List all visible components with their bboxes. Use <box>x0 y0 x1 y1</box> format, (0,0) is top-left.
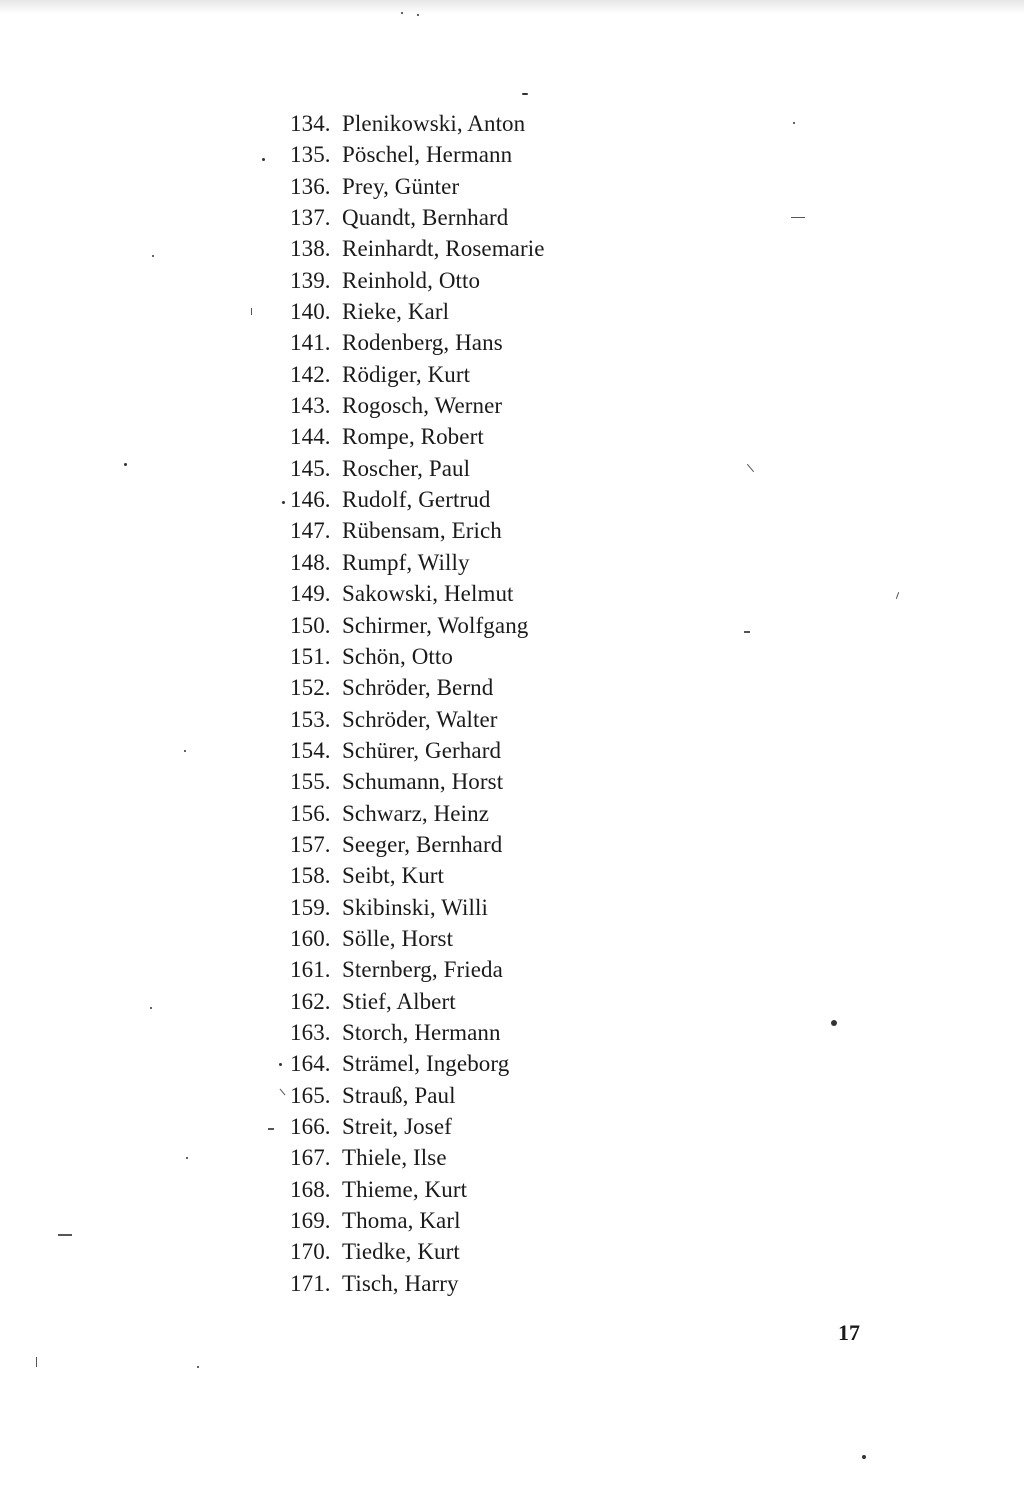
list-item <box>290 171 545 202</box>
entry-number: 143. <box>290 393 331 419</box>
entry-number: 138. <box>290 236 331 262</box>
entry-name: Sternberg, Frieda <box>342 957 503 983</box>
entry-name: Rieke, Karl <box>342 299 450 325</box>
list-item <box>290 296 545 327</box>
scan-speck <box>36 1357 37 1367</box>
entry-name: Rödiger, Kurt <box>342 361 471 387</box>
list-item <box>290 1205 545 1236</box>
entry-name: Streit, Josef <box>342 1114 452 1139</box>
entry-number: 156. <box>290 800 331 826</box>
entry-name: Strämel, Ingeborg <box>342 1051 510 1077</box>
scan-speck <box>744 631 750 633</box>
page-number: 17 <box>838 1320 860 1345</box>
entry-number: 139. <box>290 267 331 293</box>
entry-name: Roscher, Paul <box>342 455 471 481</box>
entry-number: 152. <box>290 675 331 701</box>
entry-number: 167. <box>290 1145 331 1171</box>
entry-number: 159. <box>290 894 331 920</box>
entry-number: 169. <box>290 1208 331 1234</box>
entry-name: Skibinski, Willi <box>342 894 488 920</box>
scan-speck <box>152 255 154 257</box>
entry-name: Plenikowski, Anton <box>342 111 526 136</box>
entry-name: Rudolf, Gertrud <box>342 487 491 513</box>
entry-number: 151. <box>290 643 331 669</box>
scan-speck <box>184 750 186 752</box>
list-item <box>290 139 545 170</box>
entry-number: 136. <box>290 173 331 199</box>
scan-speck <box>401 12 403 14</box>
entry-number: 140. <box>290 299 331 325</box>
list-item <box>290 108 545 139</box>
name-list <box>290 108 545 1299</box>
entry-name: Rumpf, Willy <box>342 549 470 575</box>
entry-number: 155. <box>290 769 331 795</box>
list-item <box>290 484 545 515</box>
scan-speck <box>279 1063 282 1066</box>
list-item <box>290 860 545 891</box>
entry-name: Tisch, Harry <box>342 1270 459 1296</box>
entry-name: Schwarz, Heinz <box>342 800 490 826</box>
entry-name: Thiele, Ilse <box>342 1145 447 1171</box>
entry-name: Thoma, Karl <box>342 1208 461 1234</box>
entry-number: 141. <box>290 330 331 356</box>
list-item <box>290 704 545 735</box>
list-item <box>290 1268 545 1299</box>
list-item <box>290 578 545 609</box>
entry-name: Schumann, Horst <box>342 769 504 795</box>
list-item <box>290 1236 545 1267</box>
entry-number: 171. <box>290 1270 331 1296</box>
list-item <box>290 735 545 766</box>
entry-number: 166. <box>290 1114 331 1139</box>
scan-speck <box>197 1366 199 1368</box>
entry-number: 149. <box>290 581 331 607</box>
scan-speck <box>831 1020 837 1026</box>
list-item <box>290 1174 545 1205</box>
list-item <box>290 265 545 296</box>
entry-number: 137. <box>290 205 331 231</box>
list-item <box>290 641 545 672</box>
entry-name: Reinhold, Otto <box>342 267 481 293</box>
scan-speck <box>262 158 265 161</box>
list-item <box>290 610 545 641</box>
entry-name: Stief, Albert <box>342 988 456 1014</box>
list-item <box>290 798 545 829</box>
entry-name: Schröder, Bernd <box>342 675 494 701</box>
entry-number: 162. <box>290 988 331 1014</box>
scan-speck <box>793 122 795 124</box>
entry-number: 148. <box>290 549 331 575</box>
scan-speck <box>282 501 285 504</box>
scan-edge-shadow <box>0 0 1024 14</box>
entry-number: 168. <box>290 1176 331 1202</box>
scan-speck <box>124 463 127 466</box>
scan-speck <box>791 217 805 218</box>
scan-speck <box>251 308 252 315</box>
entry-name: Tiedke, Kurt <box>342 1239 460 1265</box>
entry-name: Storch, Hermann <box>342 1019 501 1045</box>
list-item <box>290 390 545 421</box>
list-item <box>290 1048 545 1079</box>
entry-name: Schröder, Walter <box>342 706 498 732</box>
entry-number: 146. <box>290 487 331 513</box>
list-item <box>290 547 545 578</box>
list-item <box>290 672 545 703</box>
entry-number: 142. <box>290 361 331 387</box>
list-item <box>290 892 545 923</box>
entry-number: 161. <box>290 957 331 983</box>
entry-name: Rodenberg, Hans <box>342 330 503 356</box>
scan-speck <box>417 14 419 16</box>
entry-number: 144. <box>290 424 331 450</box>
entry-name: Pöschel, Hermann <box>342 142 513 168</box>
list-item <box>290 1017 545 1048</box>
list-item <box>290 954 545 985</box>
list-item <box>290 1080 545 1111</box>
entry-name: Rompe, Robert <box>342 424 484 450</box>
list-item <box>290 766 545 797</box>
list-item <box>290 829 545 860</box>
list-item <box>290 359 545 390</box>
entry-name: Rogosch, Werner <box>342 393 503 419</box>
entry-number: 154. <box>290 737 331 763</box>
entry-number: 157. <box>290 831 331 857</box>
scan-speck <box>862 1455 866 1459</box>
entry-number: 165. <box>290 1082 331 1108</box>
entry-name: Rübensam, Erich <box>342 518 502 544</box>
scan-speck <box>58 1234 72 1236</box>
list-item <box>290 1111 545 1142</box>
scan-speck <box>268 1128 274 1130</box>
entry-name: Sakowski, Helmut <box>342 581 514 607</box>
entry-number: 163. <box>290 1019 331 1045</box>
scan-speck <box>150 1007 152 1009</box>
entry-number: 158. <box>290 863 331 889</box>
entry-name: Sölle, Horst <box>342 925 454 951</box>
list-item <box>290 923 545 954</box>
scan-speck <box>747 464 754 472</box>
entry-number: 134. <box>290 111 331 136</box>
entry-name: Prey, Günter <box>342 173 460 199</box>
entry-number: 170. <box>290 1239 331 1265</box>
entry-name: Schirmer, Wolfgang <box>342 612 529 638</box>
entry-number: 164. <box>290 1051 331 1077</box>
entry-name: Quandt, Bernhard <box>342 205 509 231</box>
entry-number: 150. <box>290 612 331 638</box>
list-item <box>290 233 545 264</box>
list-item <box>290 202 545 233</box>
entry-name: Reinhardt, Rosemarie <box>342 236 545 262</box>
list-item <box>290 453 545 484</box>
scan-speck <box>522 93 528 95</box>
list-item <box>290 421 545 452</box>
entry-number: 153. <box>290 706 331 732</box>
entry-name: Seeger, Bernhard <box>342 831 503 857</box>
entry-name: Seibt, Kurt <box>342 863 445 889</box>
list-item <box>290 327 545 358</box>
list-item <box>290 515 545 546</box>
list-item <box>290 1142 545 1173</box>
scan-speck <box>280 1089 286 1096</box>
list-item <box>290 986 545 1017</box>
scan-speck <box>186 1157 188 1159</box>
entry-name: Schön, Otto <box>342 643 453 669</box>
entry-name: Thieme, Kurt <box>342 1176 468 1202</box>
entry-name: Schürer, Gerhard <box>342 737 502 763</box>
entry-number: 145. <box>290 455 331 481</box>
scan-speck <box>896 592 899 599</box>
entry-number: 135. <box>290 142 331 168</box>
entry-name: Strauß, Paul <box>342 1082 456 1108</box>
entry-number: 147. <box>290 518 331 544</box>
entry-number: 160. <box>290 925 331 951</box>
